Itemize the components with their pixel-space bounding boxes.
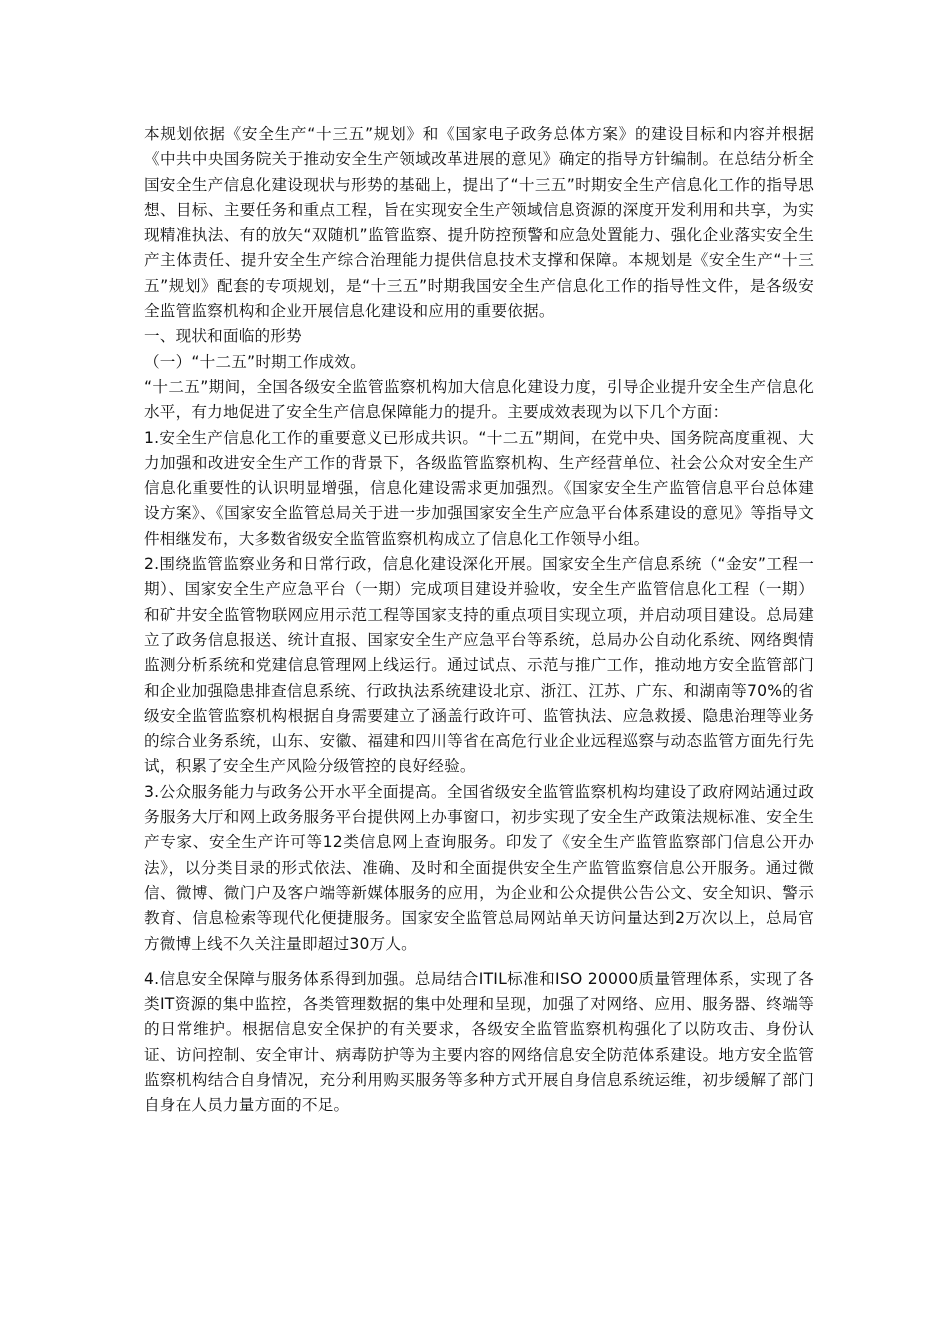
item-4-paragraph: 4.信息安全保障与服务体系得到加强。总局结合ITIL标准和ISO 20000质量管理体系，实现了各类IT资源的集中监控，各类管理数据的集中处理和呈现，加强了对网络、应用、服务器、终端等的日常维护。根据信息安全保护的有关要求，各级安全监管监察机构强化了以防攻击、身份认证、访问控制、安全审计、病毒防护等为主要内容的网络信息安全防范体系建设。地方安全监管监察机构结合自身情况，充分利用购买服务等多种方式开展自身信息系统运维，初步缓解了部门自身在人员力量方面的不足。 — [144, 969, 814, 1115]
item-3-paragraph: 3.公众服务能力与政务公开水平全面提高。全国省级安全监管监察机构均建设了政府网站通过政务服务大厅和网上政务服务平台提供网上办事窗口，初步实现了安全生产政策法规标准、安全生产专家、安全生产许可等12类信息网上查询服务。印发了《安全生产监管监察部门信息公开办法》，以分类目录的形式依法、准确、及时和全面提供安全生产监管监察信息公开服务。通过微信、微博、微门户及客户端等新媒体服务的应用，为企业和公众提供公告公文、安全知识、警示教育、信息检索等现代化便捷服务。国家安全监管总局网站单天访问量达到2万次以上，总局官方微博上线不久关注量即超过30万人。 — [144, 782, 814, 953]
paragraph-gap — [144, 957, 814, 967]
summary-paragraph: “十二五”期间，全国各级安全监管监察机构加大信息化建设力度，引导企业提升安全生产信息化水平，有力地促进了安全生产信息保障能力的提升。主要成效表现为以下几个方面： — [144, 377, 814, 422]
section-heading: 一、现状和面临的形势 — [144, 327, 302, 346]
subsection-heading: （一）“十二五”时期工作成效。 — [144, 352, 366, 371]
item-1-paragraph: 1.安全生产信息化工作的重要意义已形成共识。“十二五”期间，在党中央、国务院高度重视、大力加强和改进安全生产工作的背景下，各级监管监察机构、生产经营单位、社会公众对安全生产信息化重要性的认识明显增强，信息化建设需求更加强烈。《国家安全生产监管信息平台总体建设方案》、《国家安全监管总局关于进一步加强国家安全生产应急平台体系建设的意见》等指导文件相继发布，大多数省级安全监管监察机构成立了信息化工作领导小组。 — [144, 428, 814, 548]
intro-paragraph: 本规划依据《安全生产“十三五”规划》和《国家电子政务总体方案》的建设目标和内容并根据《中共中央国务院关于推动安全生产领域改革进展的意见》确定的指导方针编制。在总结分析全国安全生产信息化建设现状与形势的基础上，提出了“十三五”时期安全生产信息化工作的指导思想、目标、主要任务和重点工程，旨在实现安全生产领域信息资源的深度开发利用和共享，为实现精准执法、有的放矢“双随机”监管监察、提升防控预警和应急处置能力、强化企业落实安全生产主体责任、提升安全生产综合治理能力提供信息技术支撑和保障。本规划是《安全生产“十三五”规划》配套的专项规划，是“十三五”时期我国安全生产信息化工作的指导性文件，是各级安全监管监察机构和企业开展信息化建设和应用的重要依据。 — [144, 125, 814, 321]
item-2-paragraph: 2.围绕监管监察业务和日常行政，信息化建设深化开展。国家安全生产信息系统（“金安”工程一期）、国家安全生产应急平台（一期）完成项目建设并验收，安全生产监管信息化工程（一期）和矿井安全监管物联网应用示范工程等国家支持的重点项目实现立项，并启动项目建设。总局建立了政务信息报送、统计直报、国家安全生产应急平台等系统，总局办公自动化系统、网络舆情监测分析系统和党建信息管理网上线运行。通过试点、示范与推广工作，推动地方安全监管部门和企业加强隐患排查信息系统、行政执法系统建设北京、浙江、江苏、广东、和湖南等70%的省级安全监管监察机构根据自身需要建立了涵盖行政许可、监管执法、应急救援、隐患治理等业务的综合业务系统，山东、安徽、福建和四川等省在高危行业企业远程巡察与动态监管方面先行先试，积累了安全生产风险分级管控的良好经验。 — [144, 555, 814, 776]
document-body — [144, 122, 814, 1119]
